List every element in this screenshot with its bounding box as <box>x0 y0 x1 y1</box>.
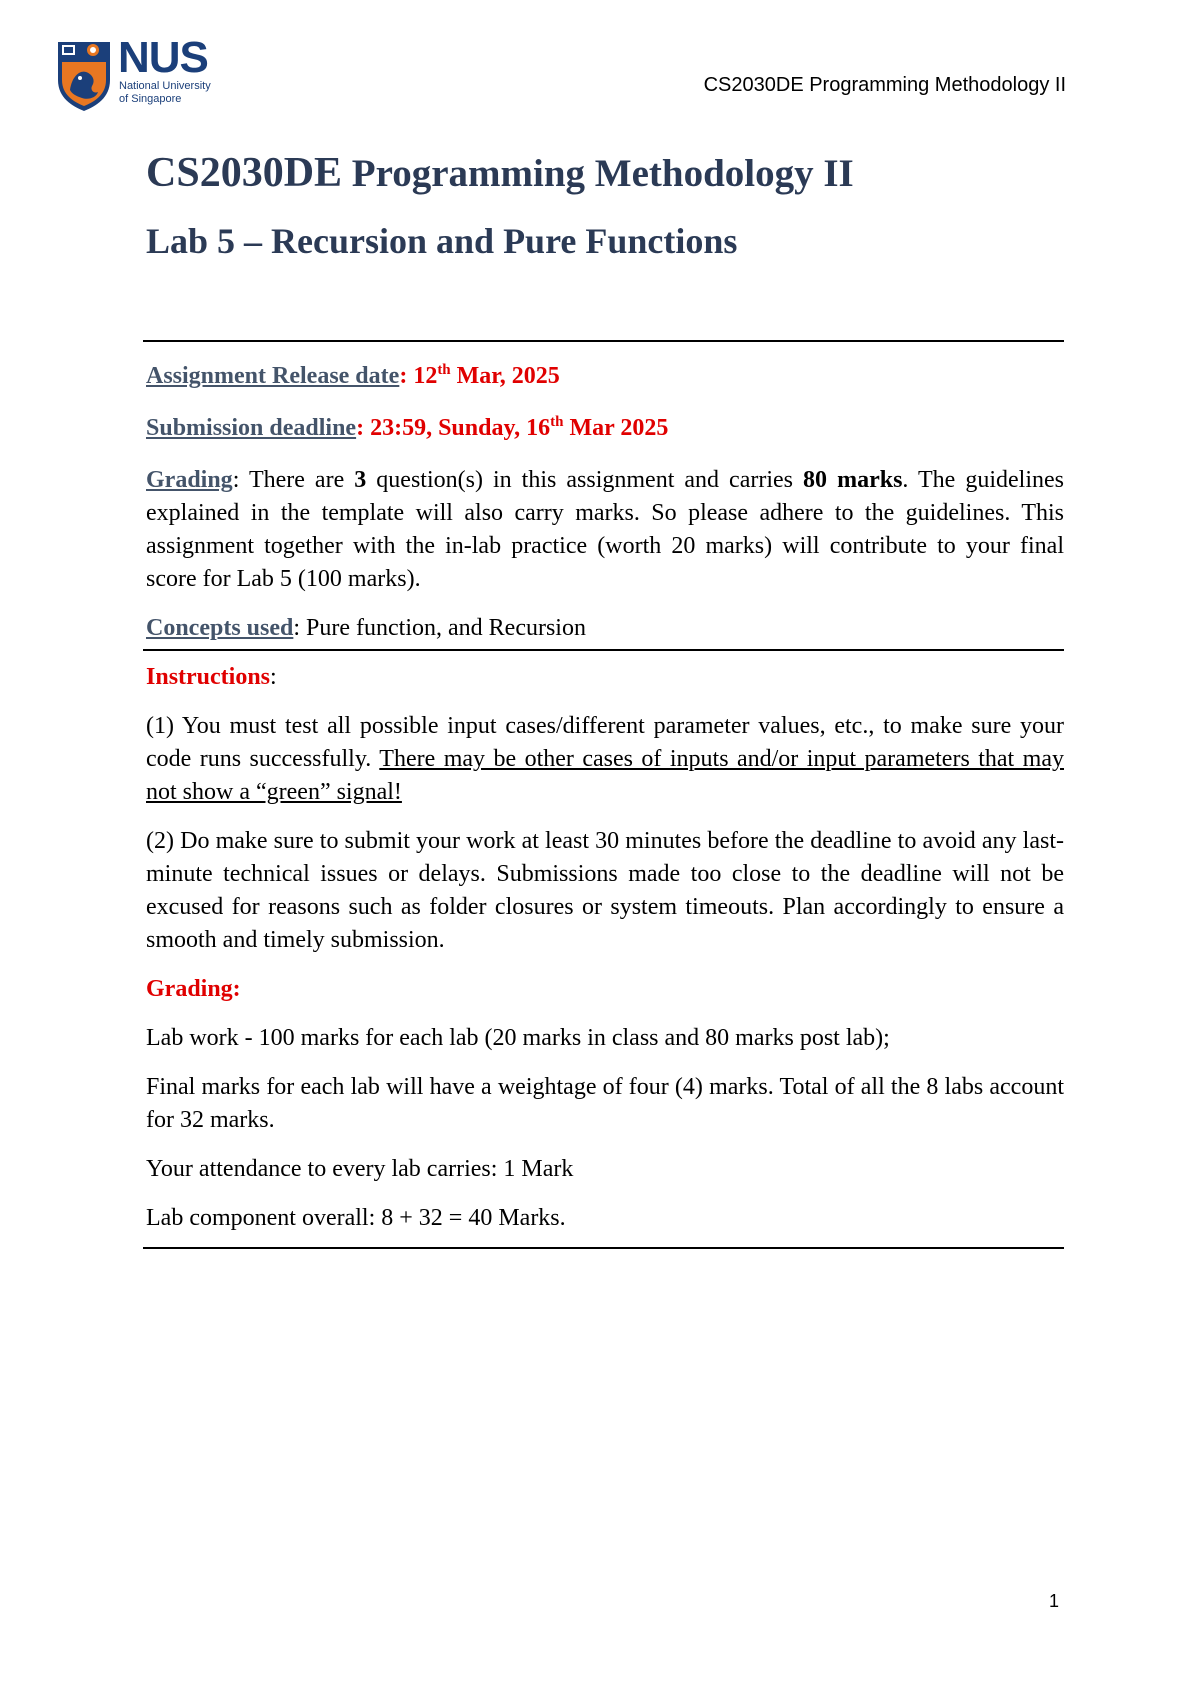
assignment-details <box>146 360 1064 1235</box>
nus-crest-icon <box>56 40 112 112</box>
grading-info-t3: . The guidelines explained in the template will also carry marks. So please adhere to the guidelines. This assignment together with the in-lab practice (worth 20 marks) will contribute to your final score for Lab 5 (100 marks). <box>146 467 1064 592</box>
release-date-day: 12 <box>413 363 438 389</box>
instruction-item-1 <box>146 710 1064 809</box>
grading-heading: Grading: <box>146 976 241 1002</box>
deadline-label: Submission deadline <box>146 415 357 441</box>
divider-top <box>143 340 1064 342</box>
release-date-colon: : <box>399 363 414 389</box>
release-date-line <box>146 360 1064 393</box>
grading-line-1: Lab work - 100 marks for each lab (20 marks in class and 80 marks post lab); <box>146 1025 890 1051</box>
grading-info-count: 3 <box>354 467 367 493</box>
release-date-rest: Mar, 2025 <box>450 363 560 389</box>
deadline-suffix: th <box>550 414 564 430</box>
grading-info-label: Grading <box>146 467 233 493</box>
concepts-line <box>146 612 1064 645</box>
logo-subtitle-line2: of Singapore <box>119 93 182 105</box>
divider-bottom <box>143 1247 1064 1249</box>
page-title <box>146 148 854 198</box>
concepts-text: : Pure function, and Recursion <box>293 615 586 641</box>
grading-info-t2: question(s) in this assignment and carries <box>366 467 804 493</box>
grading-info-paragraph <box>146 464 1064 596</box>
grading-info-t1: : There are <box>232 467 355 493</box>
grading-line-3: Your attendance to every lab carries: 1 Mark <box>146 1156 574 1182</box>
deadline-line <box>146 412 1064 445</box>
deadline-rest: Mar 2025 <box>563 415 669 441</box>
deadline-colon: : <box>356 415 371 441</box>
instructions-heading-text: Instructions <box>146 664 271 690</box>
lab-subtitle: Lab 5 – Recursion and Pure Functions <box>146 221 738 261</box>
release-date-suffix: th <box>437 362 451 378</box>
logo-subtitle <box>119 80 211 106</box>
instruction-item-1-text: (1) You must test all possible input cases/different parameter values, etc., to make sure your code runs successfully. <box>146 713 1064 772</box>
running-header: CS2030DE Programming Methodology II <box>703 74 1066 96</box>
deadline-prefix: 23:59, Sunday, 16 <box>370 415 551 441</box>
grading-line-4: Lab component overall: 8 + 32 = 40 Marks. <box>146 1205 566 1231</box>
logo-wordmark: NUS <box>118 33 208 82</box>
course-name: Programming Methodology II <box>342 152 854 195</box>
instruction-item-1-underlined: There may be other cases of inputs and/or input parameters that may not show a “green” signal! <box>146 746 1064 805</box>
concepts-label: Concepts used <box>146 615 294 641</box>
grading-info-marks: 80 marks <box>803 467 903 493</box>
grading-line-2: Final marks for each lab will have a weightage of four (4) marks. Total of all the 8 labs account for 32 marks. <box>146 1074 1064 1133</box>
instructions-heading-colon: : <box>270 664 277 690</box>
release-date-label: Assignment Release date <box>146 363 400 389</box>
course-code: CS2030DE <box>146 150 343 196</box>
instructions-heading <box>146 661 1064 694</box>
page-number: 1 <box>1049 1591 1060 1611</box>
instruction-item-2: (2) Do make sure to submit your work at least 30 minutes before the deadline to avoid any last-minute technical issues or delays. Submissions made too close to the deadline will not be excused for reasons such as folder closures or system timeouts. Plan accordingly to ensure a smooth and timely submission. <box>146 828 1064 953</box>
nus-logo <box>56 33 226 114</box>
logo-subtitle-line1: National University <box>119 80 211 92</box>
